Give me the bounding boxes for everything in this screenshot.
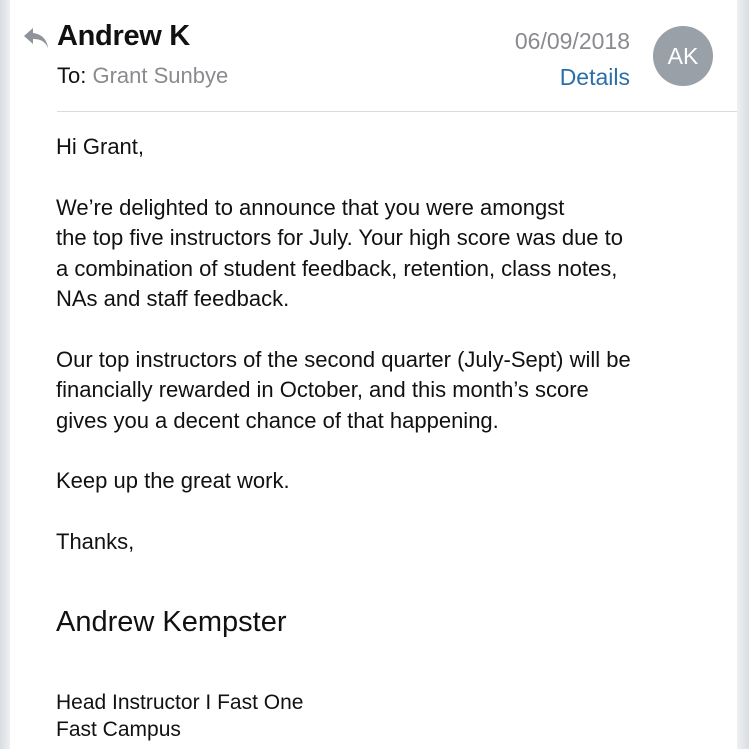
header-divider (57, 111, 737, 112)
body-line: Keep up the great work. (56, 468, 290, 493)
body-line: a combination of student feedback, retention, class notes, (56, 255, 618, 281)
body-line: Our top instructors of the second quarter (July-Sept) will be (56, 346, 631, 372)
body-line: financially rewarded in October, and this month’s score (56, 377, 589, 402)
to-label: To: (57, 63, 87, 88)
sender-name: Andrew K (57, 20, 190, 52)
screen-right-edge (737, 0, 749, 749)
body-line: Thanks, (56, 528, 135, 554)
email-body (56, 132, 736, 587)
body-line: We’re delighted to announce that you were amongst (56, 194, 565, 220)
body-line: the top five instructors for July. Your high score was due to (56, 225, 624, 250)
signature-title: Head Instructor I Fast One (56, 691, 304, 714)
signature-cutoff-line (56, 744, 376, 749)
body-line: gives you a decent chance of that happening. (56, 407, 499, 433)
screen-left-edge (0, 0, 10, 749)
paragraph-closing (56, 527, 736, 558)
email-view (10, 0, 737, 749)
avatar-initials: AK (667, 42, 699, 69)
paragraph-reward (56, 345, 736, 437)
recipient-row (57, 63, 228, 89)
email-date: 06/09/2018 (514, 28, 630, 54)
reply-arrow-icon[interactable] (22, 24, 50, 54)
signature-company: Fast Campus (56, 718, 181, 741)
sender-avatar[interactable] (653, 26, 713, 86)
greeting: Hi Grant, (56, 134, 145, 159)
signature-name: Andrew Kempster (56, 606, 287, 638)
paragraph-encouragement (56, 466, 736, 497)
paragraph-announcement (56, 193, 736, 315)
recipient-name[interactable]: Grant Sunbye (92, 63, 229, 88)
details-link[interactable]: Details (559, 64, 630, 90)
body-line: NAs and staff feedback. (56, 286, 290, 311)
